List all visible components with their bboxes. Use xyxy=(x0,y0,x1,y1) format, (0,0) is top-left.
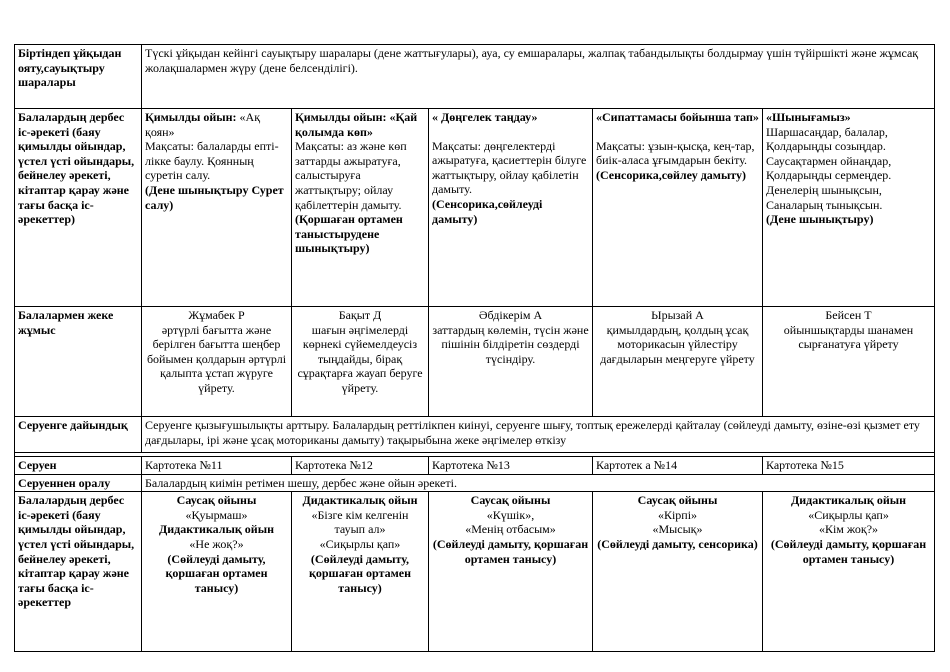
task-text: заттардың көлемін, түсін және пішінін білдіретін сөздерді түсіндіру. xyxy=(432,322,589,366)
game-name: «Кім жоқ?» xyxy=(818,522,879,537)
game-name: «Қуырмаш» xyxy=(185,507,248,522)
child-name: Бейсен Т xyxy=(825,308,872,322)
task-text: шағын әңгімелерді көрнекі сүйемелдеусіз тыңдайды, бірақ сұрақтарға жауап беруге үйрету. xyxy=(297,322,423,395)
daily-plan-table xyxy=(14,44,935,652)
wake-up-text: Түскі ұйқыдан кейінгі сауықтыру шаралары (дене жаттығулары), ауа, су емшаралары, жалпақ табандылықты болдырмау үшін түйіршікті және жұмсақ жолақшалармен жүру (дене белсенділігі). xyxy=(142,45,935,109)
individual-cell-4 xyxy=(593,307,763,417)
game-title: «Шынығамыз» xyxy=(766,110,851,124)
row-independent-activity-2 xyxy=(15,492,935,652)
individual-cell-5 xyxy=(763,307,935,417)
individual-cell-2 xyxy=(292,307,429,417)
individual-cell-1 xyxy=(142,307,292,417)
row-walk-prep xyxy=(15,417,935,453)
game-type: Дидактикалық ойын xyxy=(791,493,907,508)
game-name: «Сиқырлы қап» xyxy=(808,507,889,522)
day-cell-5 xyxy=(763,109,935,307)
task-text: ойыншықтарды шанамен сырғанатуға үйрету xyxy=(783,322,914,352)
game-name: «Кірпі» xyxy=(657,507,698,522)
game-name: «Менің отбасым» xyxy=(465,522,556,537)
game-area-tag: (Сенсорика,сөйлеу дамыту) xyxy=(596,167,747,182)
day-cell-4 xyxy=(593,109,763,307)
row-wake-up xyxy=(15,45,935,109)
evening-cell-1 xyxy=(142,492,292,652)
game-title: Қимылды ойын: «Қай қолымда көп» xyxy=(295,110,418,139)
row-label-independent-activity-1: Балалардың дербес іс-әрекеті (баяу қимылды ойындар, үстел үсті ойындары, бейнелеу әрекеті, кітаптар қарау және тағы басқа іс-әрекеттер) xyxy=(15,109,142,307)
row-label-walk-prep: Серуенге дайындық xyxy=(15,417,142,453)
day-cell-1 xyxy=(142,109,292,307)
row-label-independent-activity-2: Балалардың дербес іс-әрекеті (баяу қимылды ойындар, үстел үсті ойындары, бейнелеу әрекеті, кітаптар қарау және тағы басқа іс-әрекеттер xyxy=(15,492,142,652)
walk-card-3: Картотека №13 xyxy=(429,457,593,475)
walk-card-1: Картотека №11 xyxy=(142,457,292,475)
game-area-tag: (Сенсорика,сөйлеуді дамыту) xyxy=(432,196,543,226)
game-goal: Мақсаты: ұзын-қысқа, кең-тар, биік-аласа ұғымдарын бекіту. xyxy=(596,138,755,168)
individual-cell-3 xyxy=(429,307,593,417)
evening-cell-2 xyxy=(292,492,429,652)
evening-cell-5 xyxy=(763,492,935,652)
game-area-tag: (Қоршаған ортамен таныстырудене шынықтыру) xyxy=(295,212,403,256)
walk-card-4: Картотек а №14 xyxy=(593,457,763,475)
game-type: Саусақ ойыны xyxy=(637,493,718,508)
game-area-tag: (Сөйлеуді дамыту, қоршаған ортамен танысу) xyxy=(770,536,927,566)
child-name: Бақыт Д xyxy=(338,308,382,322)
game-title: «Сипаттамасы бойынша тап» xyxy=(596,110,759,124)
game-name: «Бізге кім келгенін тауып ал» xyxy=(311,507,409,537)
game-area-tag: (Дене шынықтыру) xyxy=(766,212,874,227)
walk-card-2: Картотека №12 xyxy=(292,457,429,475)
row-independent-activity-1 xyxy=(15,109,935,307)
game-type xyxy=(295,493,425,537)
game-goal: Мақсаты: балаларды ептілікке баулу. Қоянның суретін салу. xyxy=(145,139,279,183)
task-text: әртүрлі бағытта және берілген бағытта шеңбер бойымен қолдарын әртүрлі қалыпта ұстап жүруге үйрету. xyxy=(146,322,287,395)
game-goal: Мақсаты: дөңгелектерді ажыратуға, қасиеттерін білуге жаттықтыру, ойлау қабілетін дамыту. xyxy=(432,138,587,197)
game-area-tag: (Сөйлеуді дамыту, сенсорика) xyxy=(597,536,758,551)
game-title: Қимылды ойын: xyxy=(145,110,237,124)
task-text: қимылдардың, қолдың ұсақ моторикасын үйлестіру дағдыларын меңгеруге үйрету xyxy=(600,322,755,366)
game-name: «Күшік», xyxy=(486,507,535,522)
walk-card-5: Картотека №15 xyxy=(763,457,935,475)
row-label-walk-return: Серуеннен оралу xyxy=(15,474,142,492)
row-label-walk: Серуен xyxy=(15,457,142,475)
game-type-text: Дидактикалық ойын xyxy=(302,493,418,508)
child-name: Жұмабек Р xyxy=(188,308,245,322)
game-type: Саусақ ойыны xyxy=(176,493,257,508)
walk-return-text: Балалардың киімін ретімен шешу, дербес және ойын әрекеті. xyxy=(142,474,935,492)
game-goal: Мақсаты: аз және көп заттарды ажыратуға, салыстыруға жаттықтыру; ойлау қабілеттерін дамыту. xyxy=(295,139,407,212)
game-area-tag: (Дене шынықтыру Сурет салу) xyxy=(145,182,284,212)
game-name: «Сиқырлы қап» xyxy=(319,536,401,551)
row-label-wake-up: Біртіндеп ұйқыдан ояту,сауықтыру шаралары xyxy=(15,45,142,109)
day-cell-2 xyxy=(292,109,429,307)
game-name: «Не жоқ?» xyxy=(189,536,244,551)
child-name: Ырызай А xyxy=(651,308,704,322)
game-type: Саусақ ойыны xyxy=(470,493,551,508)
row-walk xyxy=(15,457,935,475)
game-name: «Мысық» xyxy=(652,522,703,537)
day-cell-3 xyxy=(429,109,593,307)
game-title-rest: «Ақ қоян» xyxy=(145,110,261,139)
game-area-tag: (Сөйлеуді дамыту, қоршаған ортамен танысу) xyxy=(308,551,412,595)
game-area-tag: (Сөйлеуді дамыту, қоршаған ортамен танысу) xyxy=(165,551,268,595)
evening-cell-4 xyxy=(593,492,763,652)
row-label-individual-work: Балалармен жеке жұмыс xyxy=(15,307,142,417)
game-type: Дидактикалық ойын xyxy=(158,522,274,537)
game-title: « Дөңгелек таңдау» xyxy=(432,110,538,124)
evening-cell-3 xyxy=(429,492,593,652)
poem-text: Шаршасаңдар, балалар, Қолдарыңды созыңдар. Саусақтармен ойнаңдар, Қолдарыңды сермеңдер. Денелерің шынықсын, Саналарың тынықсын. xyxy=(766,124,892,212)
row-walk-return xyxy=(15,474,935,492)
row-individual-work xyxy=(15,307,935,417)
game-area-tag: (Сөйлеуді дамыту, қоршаған ортамен танысу) xyxy=(432,536,589,566)
walk-prep-text: Серуенге қызығушылықты арттыру. Балалардың реттілікпен киінуі, серуенге шығу, топтық ережелерді қайталау (сөйлеуді дамыту, өзіне-өзі қызмет ету дағдылары, ірі және ұсақ моториканы дамыту) тақырыбына жеке әңгімелер өткізу xyxy=(142,417,935,453)
child-name: Әбдікерім А xyxy=(478,308,543,322)
